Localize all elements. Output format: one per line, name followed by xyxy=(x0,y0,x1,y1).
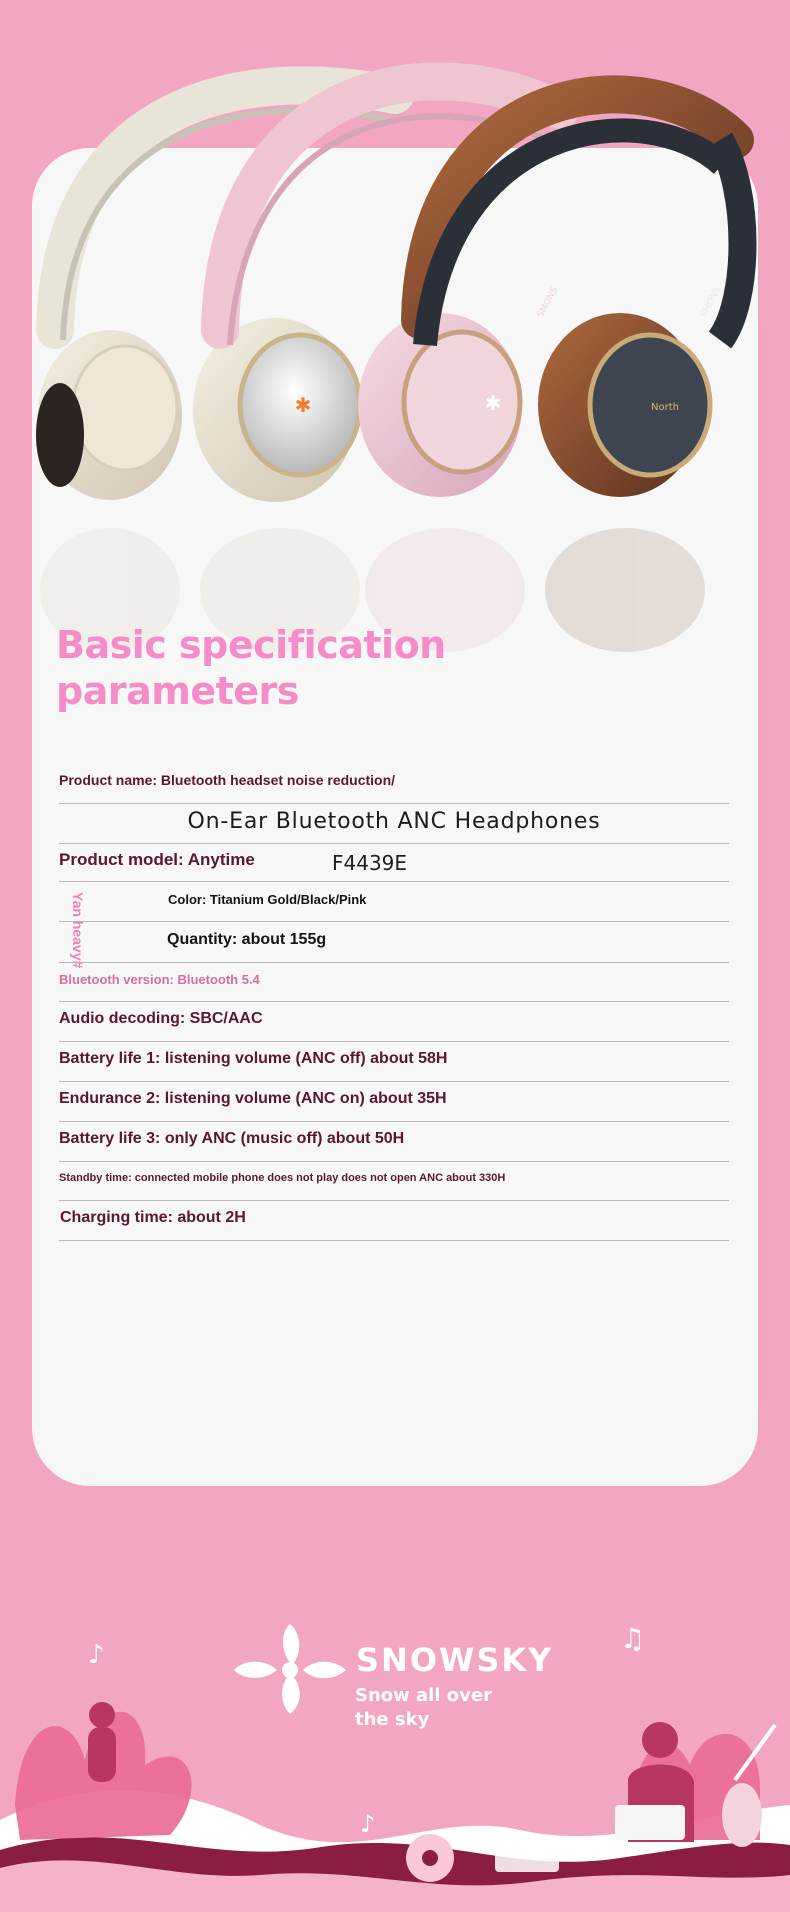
audio-spec: Audio decoding: SBC/AAC xyxy=(59,1010,263,1027)
battery-2: Endurance 2: listening volume (ANC on) about 35H xyxy=(59,1090,447,1107)
divider xyxy=(59,1240,729,1241)
svg-text:✱: ✱ xyxy=(484,391,502,415)
model-label: Product model: Anytime xyxy=(59,850,255,869)
section-title: Basic specification parameters xyxy=(56,623,446,713)
standby-spec: Standby time: connected mobile phone does not play does not open ANC about 330H xyxy=(59,1172,506,1184)
bluetooth-spec: Bluetooth version: Bluetooth 5.4 xyxy=(59,972,260,987)
divider xyxy=(59,1200,729,1201)
divider xyxy=(59,1001,729,1002)
weight-side-label: Yan heavy# xyxy=(70,892,86,969)
headphones-image xyxy=(0,0,790,720)
smons-label-1: SMONS xyxy=(698,285,724,320)
svg-text:♫: ♫ xyxy=(620,1622,646,1655)
product-type: On-Ear Bluetooth ANC Headphones xyxy=(187,809,601,834)
charging-spec: Charging time: about 2H xyxy=(60,1209,246,1226)
north-label: North xyxy=(651,402,679,413)
svg-text:♪: ♪ xyxy=(360,1810,376,1838)
battery-1: Battery life 1: listening volume (ANC off) about 58H xyxy=(59,1050,448,1067)
battery-3: Battery life 3: only ANC (music off) about 50H xyxy=(59,1130,405,1147)
color-spec: Color: Titanium Gold/Black/Pink xyxy=(168,892,367,907)
svg-text:✱: ✱ xyxy=(294,393,312,417)
product-name: Product name: Bluetooth headset noise reduction/ xyxy=(59,772,396,788)
divider xyxy=(59,1161,729,1162)
divider xyxy=(59,1121,729,1122)
quantity-spec: Quantity: about 155g xyxy=(167,931,327,948)
divider xyxy=(59,962,729,963)
divider xyxy=(59,1041,729,1042)
svg-text:♪: ♪ xyxy=(88,1640,105,1670)
brand-name: SNOWSKY xyxy=(356,1641,554,1679)
divider xyxy=(59,803,729,804)
brand-slogan: Snow all over the sky xyxy=(355,1685,492,1730)
divider xyxy=(59,881,729,882)
divider xyxy=(59,1081,729,1082)
model-code: F4439E xyxy=(332,851,408,875)
smons-label-2: SMONS xyxy=(535,285,561,320)
divider xyxy=(59,843,729,844)
divider xyxy=(59,921,729,922)
